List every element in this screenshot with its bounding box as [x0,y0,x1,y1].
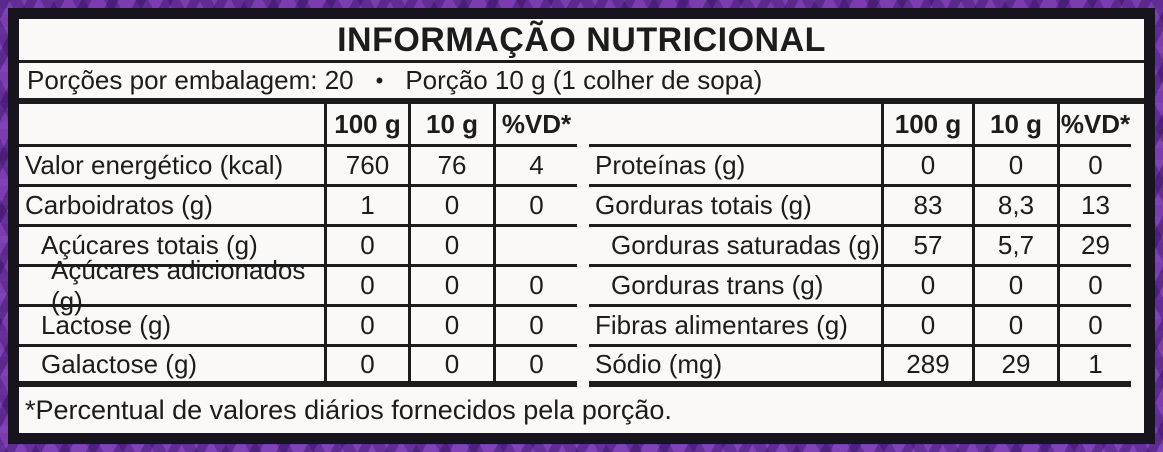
value-100g: 289 [881,347,972,387]
value-100g: 83 [881,187,972,227]
value-100g: 57 [881,227,972,267]
nutrient-label: Lactose (g) [19,307,324,347]
column-header-100g: 100 g [881,104,972,147]
column-header-100g: 100 g [324,104,408,147]
servings-per-package: Porções por embalagem: 20 [27,65,354,95]
nutrient-label: Sódio (mg) [589,347,881,387]
value-10g: 0 [408,307,493,347]
value-10g: 8,3 [972,187,1057,227]
value-10g: 0 [408,187,493,227]
value-vd: 0 [493,307,577,347]
value-10g: 0 [972,267,1057,307]
value-vd: 0 [493,187,577,227]
value-10g: 0 [408,347,493,387]
value-10g: 5,7 [972,227,1057,267]
value-vd: 0 [493,347,577,387]
value-100g: 0 [881,267,972,307]
nutrient-label: Carboidratos (g) [19,187,324,227]
nutrition-tables [19,104,1144,387]
value-vd: 0 [493,267,577,307]
value-vd: 29 [1057,227,1131,267]
value-100g: 0 [324,347,408,387]
value-100g: 760 [324,147,408,187]
page-title: INFORMAÇÃO NUTRICIONAL [337,21,826,59]
value-vd: 0 [1057,147,1131,187]
nutrient-label: Gorduras totais (g) [589,187,881,227]
value-10g: 0 [972,147,1057,187]
column-header-blank [19,104,324,147]
value-10g: 29 [972,347,1057,387]
servings-row [19,63,1144,98]
nutrient-label: Gorduras saturadas (g) [589,227,881,267]
value-vd: 13 [1057,187,1131,227]
value-100g: 1 [324,187,408,227]
table-gap [577,104,589,387]
nutrient-label: Proteínas (g) [589,147,881,187]
nutrient-label: Fibras alimentares (g) [589,307,881,347]
nutrient-label: Gorduras trans (g) [589,267,881,307]
value-vd: 1 [1057,347,1131,387]
nutrient-label: Valor energético (kcal) [19,147,324,187]
nutrition-label [19,19,1144,433]
daily-values-footnote: *Percentual de valores diários fornecidos pela porção. [25,394,672,425]
value-vd: 0 [1057,267,1131,307]
value-vd [493,227,577,267]
nutrient-label: Galactose (g) [19,347,324,387]
value-100g: 0 [324,227,408,267]
bullet-separator: • [375,68,384,93]
value-100g: 0 [881,147,972,187]
value-10g: 76 [408,147,493,187]
right-nutrition-table [589,104,1131,387]
value-100g: 0 [881,307,972,347]
value-100g: 0 [324,267,408,307]
value-10g: 0 [408,267,493,307]
column-header-10g: 10 g [408,104,493,147]
column-header-blank [589,104,881,147]
column-header-vd: %VD* [493,104,577,147]
value-vd: 0 [1057,307,1131,347]
left-nutrition-table [19,104,577,387]
nutrient-label: Açúcares totais (g) [19,227,324,267]
column-header-vd: %VD* [1057,104,1131,147]
nutrient-label: Açúcares adicionados (g) [19,267,324,307]
portion-size: Porção 10 g (1 colher de sopa) [405,65,763,95]
value-vd: 4 [493,147,577,187]
value-10g: 0 [408,227,493,267]
column-header-10g: 10 g [972,104,1057,147]
value-100g: 0 [324,307,408,347]
value-10g: 0 [972,307,1057,347]
label-dark-frame [8,8,1155,444]
